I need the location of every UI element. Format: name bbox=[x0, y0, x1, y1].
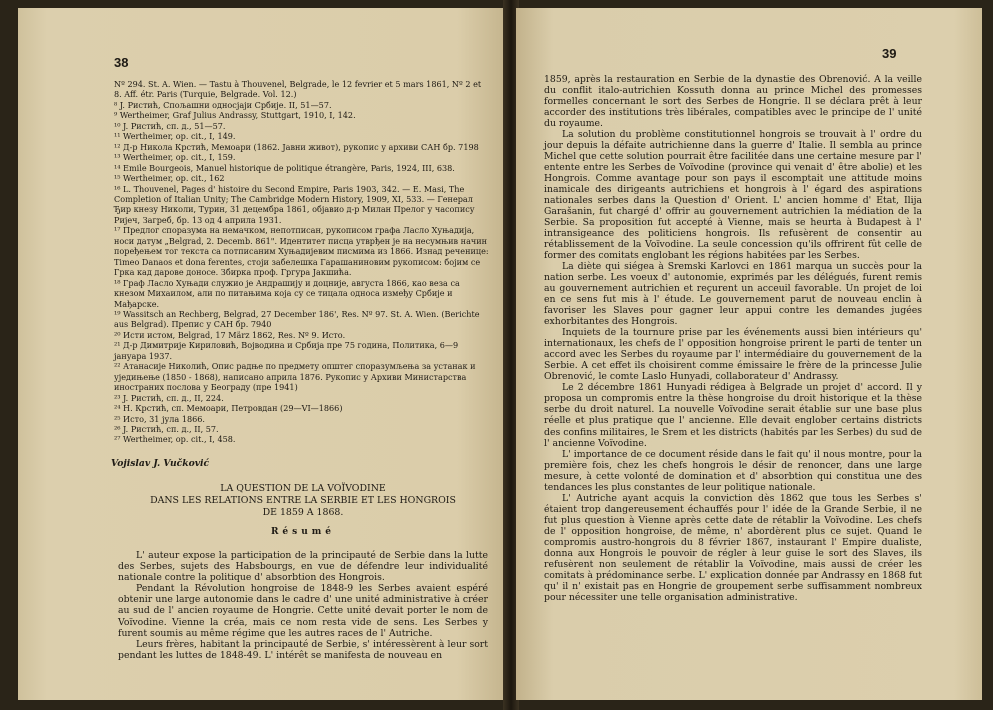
article-title bbox=[138, 483, 468, 519]
footnote: ²¹ Д-р Димитрије Кириловић, Војводина и Србија пре 75 година, Политика, 6—9 јануара 1937. bbox=[114, 340, 459, 361]
footnote: ¹⁸ Граф Ласло Хуњади служио је Андрашију и доцније, августа 1866, као веза са кнезом Михаилом, али по питањима која су се тицала односа између Србије и Мађарске. bbox=[114, 277, 460, 309]
footnote: Nº 294. St. A. Wien. — Tastu à Thouvenel, Belgrade, le 12 fevrier et 5 mars 1861, Nº 2 et 8. Aff. étr. Paris (Turquie, Belgrade. Vol. 12.) bbox=[114, 79, 482, 100]
footnote: ¹⁴ Emile Bourgeois, Manuel historique de politique étrangère, Paris, 1924, III, 638. bbox=[114, 162, 455, 173]
footnote: ¹³ Wertheimer, op. cit., I, 159. bbox=[114, 152, 236, 163]
footnote: ¹⁷ Предлог споразума на немачком, непотписан, рукописом графа Ласло Хуњадија, носи датум „Belgrad, 2. Decemb. 861". Идентитет писца утврђен је на несумњив начин поређењем тог текста са потписаним Хуњадијевим писмима из 1866. Изнад реченице: Timeo Danaos et dona ferentes, стоји забелешка Гарашаниновим рукописом: бојим се Грка кад дарове доносе. Збирка проф. Гргура Јакшића. bbox=[114, 225, 489, 278]
footnote: ²³ J. Ристић, сп. д., II, 224. bbox=[114, 392, 224, 403]
paragraph: La diète qui siégea à Sremski Karlovci en 1861 marqua un succès pour la nation serbe. Les voeux d' autonomie, exprimés par les délégués, furent remis au gouvernement autrichien et reçurent un acceuil favorable. Un projet de loi en ce sens fut mis à l' étude. Le gouvernement parut de nouveau enclin à favoriser les Slaves pour gagner leur appui contre les demandes jugées exhorbitantes des Hongrois. bbox=[544, 261, 922, 328]
left-body-text bbox=[118, 550, 488, 661]
paragraph: L' importance de ce document réside dans le fait qu' il nous montre, pour la première fois, chez les chefs hongrois le désir de renoncer, dans une large mesure, à cette volonté de domination et d' absorbtion qui constitua une des tendances les plus constantes de leur politique nationale. bbox=[544, 448, 922, 493]
footnote: ¹² Д-р Никола Крстић, Мемоари (1862. Јавни живот), рукопис у архиви САН бр. 7198 bbox=[114, 141, 479, 152]
paragraph: Inquiets de la tournure prise par les événements aussi bien intérieurs qu' internationaux, les chefs de l' opposition hongroise prirent le parti de tenter un accord avec les Serbes du royaume par l' intermédiaire du gouvernement de la Serbie. A cet effet ils choisirent comme émissaire le frère de la princesse Julie Obrenović, le comte Laslo Hunyadi, collaborateur d' Andrassy. bbox=[544, 327, 922, 383]
footnote: ¹⁹ Wassitsch an Rechberg, Belgrad, 27 December 186', Res. Nº 97. St. A. Wien. (Berichte aus Belgrad). Препис у САН бр. 7940 bbox=[114, 308, 480, 330]
footnote: ²⁵ Исто, 31 јула 1866. bbox=[114, 413, 206, 424]
footnote: ⁹ Wertheimer, Graf Julius Andrassy, Stuttgart, 1910, I, 142. bbox=[114, 110, 356, 121]
right-body-text bbox=[544, 74, 922, 603]
footnotes bbox=[114, 79, 489, 445]
footnote: ²⁷ Wertheimer, op. cit., I, 458. bbox=[114, 434, 236, 445]
title-line: DANS LES RELATIONS ENTRE LA SERBIE ET LES HONGROIS bbox=[150, 495, 456, 506]
footnote: ¹⁶ L. Thouvenel, Pages d' histoire du Second Empire, Paris 1903, 342. — E. Masi, The Completion of Italian Unity; The Cambridge Modern History, 1909, XI, 533. — Генерал Ђир кнезу Николи, Турин, 31 децембра 1861, објавио д-р Милан Прелог у часопису Ријеч, Загреб, бр. 13 од 4 априла 1931. bbox=[114, 183, 475, 225]
paragraph: Le 2 décembre 1861 Hunyadi rédigea à Belgrade un projet d' accord. Il y proposa un compromis entre la thèse hongroise du droit historique et la thèse serbe du droit naturel. La nouvelle Voïvodine serait établie sur une base plus réelle et plus pratique que l' ancienne. Elle devait englober certains districts des confins militaires, le Srem et les districts (habités par les Serbes) du sud de l' ancienne Voïvodine. bbox=[544, 382, 922, 449]
footnote: ¹⁵ Wertheimer, op. cit., 162 bbox=[114, 173, 225, 184]
footnote: ¹¹ Wertheimer, op. cit., I, 149. bbox=[114, 131, 236, 142]
title-line: DE 1859 A 1868. bbox=[262, 507, 344, 518]
footnote: ²⁶ J. Ристић, сп. д., II, 57. bbox=[114, 423, 219, 434]
page-number-left: 38 bbox=[114, 55, 129, 70]
footnote: ²⁰ Исти истом, Belgrad, 17 März 1862, Res. Nº 9. Исто. bbox=[114, 329, 346, 340]
article-author: Vojislav J. Vučković bbox=[111, 458, 210, 469]
paragraph: Leurs frères, habitant la principauté de Serbie, s' intéressèrent à leur sort pendant les luttes de 1848-49. L' intérêt se manifesta de nouveau en bbox=[118, 638, 488, 661]
footnote: ²⁴ Н. Крстић, сп. Мемоари, Петровдан (29—VI—1866) bbox=[114, 403, 343, 414]
footnote: ²² Атанасије Николић, Опис радње по предмету општег споразумљења за устанак и уједињење (1850 - 1868), написано априла 1876. Рукопис у Архиви Министарства иностраних послова у Београду (пре 1941) bbox=[114, 361, 476, 393]
footnote: ¹⁰ J. Ристић, сп. д., 51—57. bbox=[114, 120, 226, 131]
footnote: ⁸ J. Ристић, Спољашни односјаји Србије. II, 51—57. bbox=[114, 99, 332, 110]
title-line: LA QUESTION DE LA VOÏVODINE bbox=[220, 483, 386, 494]
right-page bbox=[516, 8, 982, 700]
paragraph: Pendant la Révolution hongroise de 1848-9 les Serbes avaient espéré obtenir une large autonomie dans le cadre d' une unité administrative à créer au sud de l' ancien royaume de Hongrie. Cette unité devait porter le nom de Voïvodine. Vienne la créa, mais ce nom resta vide de sens. Les Serbes y furent soumis au même régime que les autres races de l' Autriche. bbox=[118, 583, 488, 639]
left-page bbox=[18, 8, 506, 700]
paragraph: L' Autriche ayant acquis la conviction dès 1862 que tous les Serbes s' étaient trop dangereusement échauffés pour l' idée de la Grande Serbie, il ne fut plus question à Vienne après cette date de rétablir la Voïvodine. Les chefs de l' opposition hongroise, de même, n' abordèrent plus ce sujet. Quand le compromis austro-hongrois du 8 février 1867, instaurant l' Empire dualiste, donna aux Hongrois le pouvoir de régler à leur guise le sort des Slaves, ils refusèrent non seulement de rétablir la Voïvodine, mais aussi de créer les comitats à prédominance serbe. L' explication donnée par Andrassy en 1868 fut qu' il n' existait pas en Hongrie de groupement serbe suffisamment nombreux pour nécessiter une telle organisation administrative. bbox=[544, 492, 922, 603]
paragraph: L' auteur expose la participation de la principauté de Serbie dans la lutte des Serbes, sujets des Habsbourgs, en vue de défendre leur individualité nationale contre la politique d' absorbtion des Hongrois. bbox=[118, 550, 488, 584]
paragraph: 1859, après la restauration en Serbie de la dynastie des Obrenović. A la veille du conflit italo-autrichien Kossuth donna au prince Michel des promesses formelles concernant le sort des Serbes de Hongrie. Il se déclara prêt à leur accorder des institutions très libérales, compatibles avec le principe de l' unité du royaume. bbox=[544, 74, 922, 130]
page-number-right: 39 bbox=[882, 46, 897, 61]
resume-heading: Résumé bbox=[270, 527, 336, 537]
paragraph: La solution du problème constitutionnel hongrois se trouvait à l' ordre du jour depuis la défaite autrichienne dans la guerre d' Italie. Il sembla au prince Michel que cette solution pourrait être facilitée dans une certaine mesure par l' entente entre les Serbes de Voïvodine (province qui venait d' être abolie) et les Hongrois. Comme avantage pour son pays il escomptait une attitude moins inamicale des dirigeants autrichiens et hongrois à l' égard des aspirations nationales serbes dans la Question d' Orient. L' ancien homme d' Etat, Ilija Garašanin, fut chargé d' offrir au gouvernement autrichien la médiation de la Serbie. Sa proposition fut accepté à Vienne, mais se heurta à Budapest à l' intransigeance des politiciens hongrois. Ils refusèrent de consentir au rétablissement de la Voïvodine. La seule concession qu'ils offrirent fût celle de former des comitats englobant les régions habitées par les Serbes. bbox=[544, 129, 922, 262]
